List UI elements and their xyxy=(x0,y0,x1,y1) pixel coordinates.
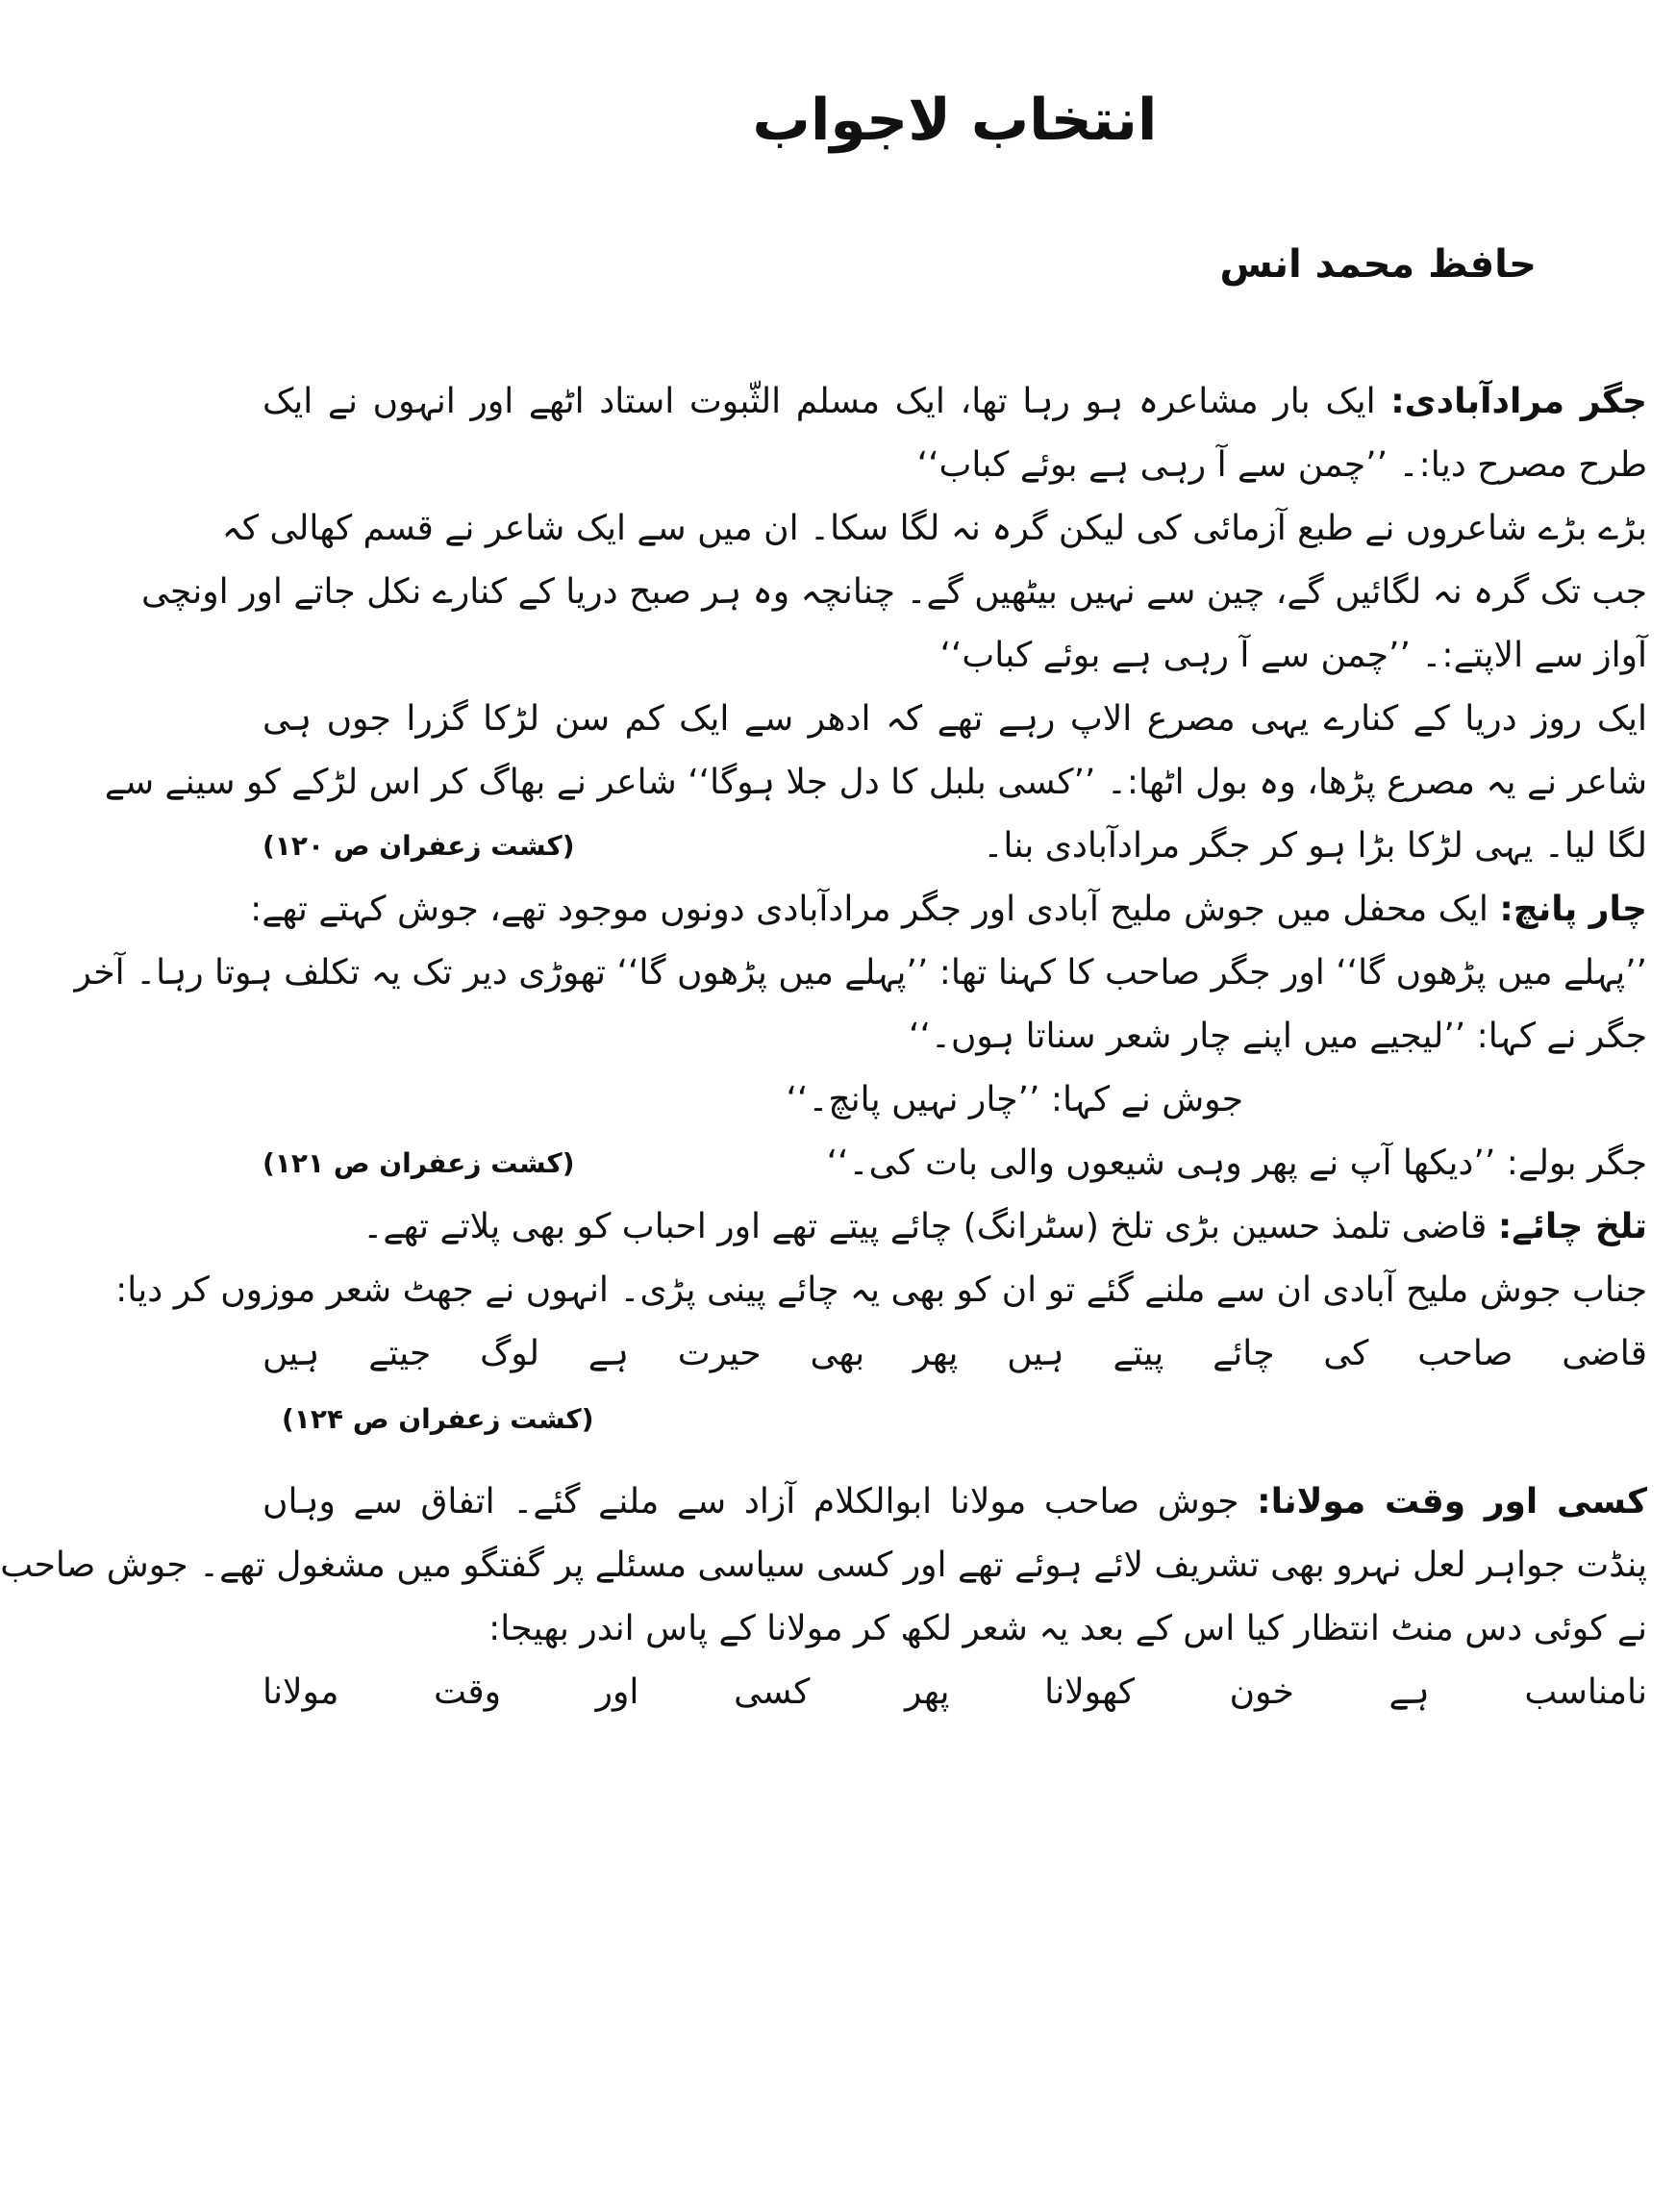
verse-word: وقت xyxy=(434,1672,502,1712)
section-heading-maulana: کسی اور وقت مولانا: xyxy=(1257,1482,1648,1521)
paragraph-line xyxy=(250,878,1647,942)
verse-word: حیرت xyxy=(677,1334,762,1373)
verse-word: لوگ xyxy=(480,1334,539,1373)
reference-line xyxy=(263,1386,1647,1449)
page-title: انتخاب لاجواب xyxy=(752,87,1158,154)
paragraph-line: جوش نے کہا: ’’چار نہیں پانچ۔‘‘ xyxy=(786,1080,1243,1119)
verse-word: کھولانا xyxy=(1044,1672,1135,1712)
text-run: جوش صاحب مولانا ابوالکلام آزاد سے ملنے گئے۔ اتفاق سے وہاں xyxy=(263,1482,1239,1521)
verse-word: ہے xyxy=(588,1334,629,1373)
verse-word: جیتے xyxy=(368,1334,432,1373)
text-run: ایک بار مشاعرہ ہو رہا تھا، ایک مسلم الثّبوت استاد اٹھے اور انہوں نے ایک xyxy=(263,382,1376,421)
paragraph-line: نے کوئی دس منٹ انتظار کیا اس کے بعد یہ شعر لکھ کر مولانا کے پاس اندر بھیجا: xyxy=(488,1609,1647,1648)
text-run: قاضی تلمذ حسین بڑی تلخ (سٹرانگ) چائے پیتے تھے اور احباب کو بھی پلاتے تھے۔ xyxy=(363,1207,1488,1246)
verse-word: ہے xyxy=(1388,1672,1430,1712)
paragraph-line xyxy=(263,370,1647,434)
verse-word: کسی xyxy=(734,1672,811,1712)
paragraph-line: جناب جوش ملیح آبادی ان سے ملنے گئے تو ان کو بھی یہ چائے پینی پڑی۔ انہوں نے جھٹ شعر موزوں کر دیا: xyxy=(115,1270,1647,1310)
author-name: حافظ محمد انس xyxy=(1219,242,1537,287)
section-heading-char-panch: چار پانچ: xyxy=(1499,890,1647,929)
verse-line xyxy=(263,1322,1647,1386)
verse-word: اور xyxy=(595,1672,639,1712)
paragraph-line: جب تک گرہ نہ لگائیں گے، چین سے نہیں بیٹھیں گے۔ چنانچہ وہ ہر صبح دریا کے کنارے نکل جاتے اور اونچی xyxy=(141,572,1647,612)
verse-word: پھر xyxy=(904,1672,950,1712)
source-reference: (کشت زعفران ص ۱۲۱) xyxy=(263,1147,575,1179)
paragraph-line: ’’پہلے میں پڑھوں گا‘‘ اور جگر صاحب کا کہنا تھا: ’’پہلے میں پڑھوں گا‘‘ تھوڑی دیر تک یہ تکلف ہوتا رہا۔ آخر xyxy=(74,953,1647,993)
section-heading-talkh-chai: تلخ چائے: xyxy=(1497,1207,1647,1246)
paragraph-line xyxy=(263,1470,1647,1534)
paragraph-line: شاعر نے یہ مصرع پڑھا، وہ بول اٹھا:۔ ’’کسی بلبل کا دل جلا ہوگا‘‘ شاعر نے بھاگ کر اس لڑکے کو سینے سے xyxy=(104,763,1647,802)
paragraph-line: جگر نے کہا: ’’لیجیے میں اپنے چار شعر سناتا ہوں۔‘‘ xyxy=(909,1017,1647,1056)
verse-word: نامناسب xyxy=(1524,1672,1647,1712)
document-body xyxy=(0,370,1648,1724)
source-reference: (کشت زعفران ص ۱۲۰) xyxy=(263,830,575,862)
paragraph-line-with-reference xyxy=(263,1132,1647,1195)
source-reference: (کشت زعفران ص ۱۲۴) xyxy=(282,1403,594,1435)
verse-word: ہیں xyxy=(263,1334,320,1373)
text-run: ایک محفل میں جوش ملیح آبادی اور جگر مرادآبادی دونوں موجود تھے، جوش کہتے تھے: xyxy=(250,890,1488,929)
paragraph-line: آواز سے الاپتے:۔ ’’چمن سے آ رہی ہے بوئے کباب‘‘ xyxy=(939,636,1647,675)
paragraph-line: پنڈت جواہر لعل نہرو بھی تشریف لائے ہوئے تھے اور کسی سیاسی مسئلے پر گفتگو میں مشغول تھے۔ جوش صاحب xyxy=(0,1546,1647,1585)
verse-word: مولانا xyxy=(263,1672,339,1712)
section-gap xyxy=(263,1449,1647,1470)
section-heading-jigar: جگر مرادآبادی: xyxy=(1390,382,1648,421)
verse-word: خون xyxy=(1229,1672,1294,1712)
paragraph-line-with-reference xyxy=(263,815,1647,878)
paragraph-line xyxy=(263,1195,1647,1259)
verse-word: پھر xyxy=(913,1334,959,1373)
verse-line xyxy=(263,1661,1647,1724)
verse-word: ہیں xyxy=(1007,1334,1064,1373)
verse-word: صاحب xyxy=(1417,1334,1513,1373)
verse-word: قاضی xyxy=(1562,1334,1647,1373)
verse-word: پیتے xyxy=(1113,1334,1164,1373)
paragraph-line: طرح مصرح دیا:۔ ’’چمن سے آ رہی ہے بوئے کباب‘‘ xyxy=(916,445,1647,485)
text-run: لگا لیا۔ یہی لڑکا بڑا ہو کر جگر مرادآبادی بنا۔ xyxy=(983,826,1647,866)
verse-word: بھی xyxy=(810,1334,865,1373)
paragraph-line: بڑے بڑے شاعروں نے طبع آزمائی کی لیکن گرہ نہ لگا سکا۔ ان میں سے ایک شاعر نے قسم کھالی کہ xyxy=(221,509,1647,548)
text-run: جگر بولے: ’’دیکھا آپ نے پھر وہی شیعوں والی بات کی۔‘‘ xyxy=(826,1144,1647,1183)
paragraph-line: ایک روز دریا کے کنارے یہی مصرع الاپ رہے تھے کہ ادھر سے ایک کم سن لڑکا گزرا جوں ہی xyxy=(263,699,1647,739)
verse-word: کی xyxy=(1323,1334,1369,1373)
verse-word: چائے xyxy=(1213,1334,1275,1373)
